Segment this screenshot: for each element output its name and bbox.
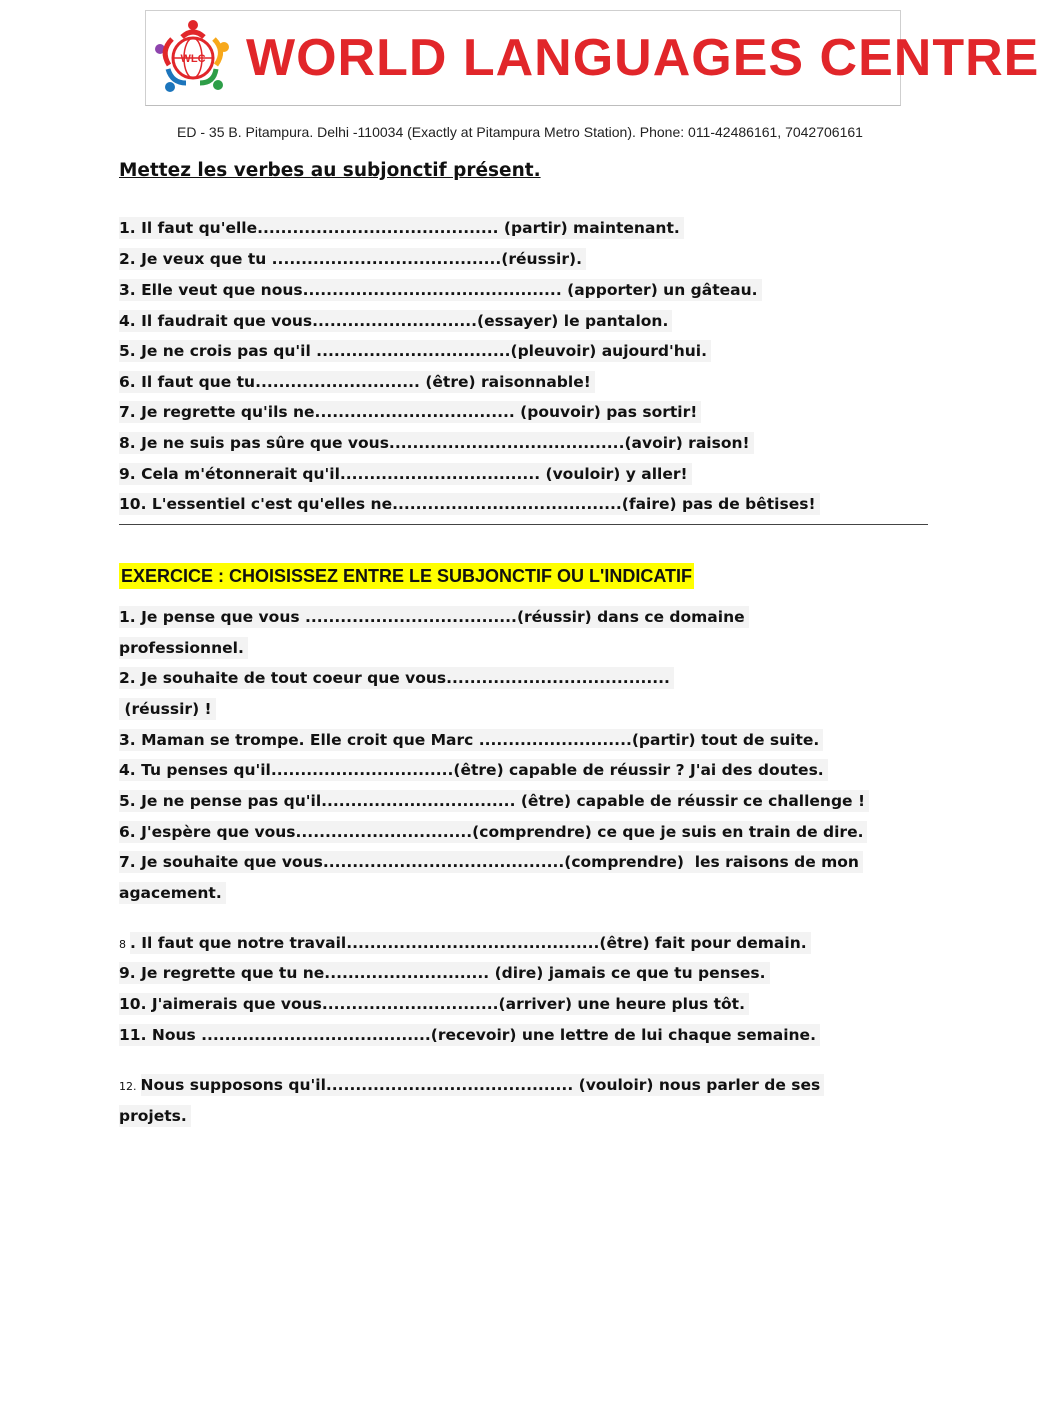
section1-title: Mettez les verbes au subjonctif présent. <box>119 160 541 181</box>
exercise-line: 2. Je souhaite de tout coeur que vous...................................... <box>119 668 674 688</box>
exercise-line: 9. Cela m'étonnerait qu'il.................................. (vouloir) y aller! <box>119 464 692 484</box>
exercise-line: agacement. <box>119 883 226 903</box>
exercise-line: (réussir) ! <box>119 699 216 719</box>
exercise-line: 7. Je souhaite que vous.........................................(comprendre) les raisons de mon <box>119 852 863 872</box>
exercise-line: 9. Je regrette que tu ne............................ (dire) jamais ce que tu penses. <box>119 963 770 983</box>
exercise-line: 8. Je ne suis pas sûre que vous........................................(avoir) raison! <box>119 433 754 453</box>
exercise-line: professionnel. <box>119 638 248 658</box>
exercise-line: 6. J'espère que vous..............................(comprendre) ce que je suis en train de dire. <box>119 822 867 842</box>
address-line: ED - 35 B. Pitampura. Delhi -110034 (Exactly at Pitampura Metro Station). Phone: 011-42486161, 7042706161 <box>177 124 863 140</box>
exercise-line: 8 . Il faut que notre travail...........................................(être) fait pour demain. <box>119 933 811 955</box>
exercise-line: 6. Il faut que tu............................ (être) raisonnable! <box>119 372 595 392</box>
exercise-line: 4. Tu penses qu'il...............................(être) capable de réussir ? J'ai des doutes. <box>119 760 828 780</box>
exercise-line: 12. Nous supposons qu'il.......................................... (vouloir) nous parler de ses <box>119 1075 824 1097</box>
header-banner <box>145 10 1040 106</box>
exercise-line: 7. Je regrette qu'ils ne.................................. (pouvoir) pas sortir! <box>119 402 701 422</box>
globe-logo-icon <box>152 17 234 99</box>
divider <box>119 524 928 525</box>
exercise-line: 5. Je ne crois pas qu'il .................................(pleuvoir) aujourd'hui. <box>119 341 711 361</box>
exercise-line: 1. Il faut qu'elle......................................... (partir) maintenant. <box>119 218 684 238</box>
exercise-line: 3. Elle veut que nous............................................ (apporter) un gâteau. <box>119 280 762 300</box>
exercise-line: 1. Je pense que vous ....................................(réussir) dans ce domaine <box>119 607 749 627</box>
exercise-line: projets. <box>119 1106 191 1126</box>
exercise-line: 10. J'aimerais que vous..............................(arriver) une heure plus tôt. <box>119 994 749 1014</box>
exercise-line: 11. Nous .......................................(recevoir) une lettre de lui chaque semaine. <box>119 1025 820 1045</box>
section2-title: EXERCICE : CHOISISSEZ ENTRE LE SUBJONCTIF OU L'INDICATIF <box>119 563 694 589</box>
logo-text: WLC <box>180 53 206 65</box>
exercise-line: 5. Je ne pense pas qu'il................................. (être) capable de réussir ce challenge ! <box>119 791 869 811</box>
exercise-line: 3. Maman se trompe. Elle croit que Marc ..........................(partir) tout de suite. <box>119 730 823 750</box>
exercise-line: 10. L'essentiel c'est qu'elles ne.......................................(faire) pas de bêtises! <box>119 494 820 514</box>
exercise-line: 4. Il faudrait que vous............................(essayer) le pantalon. <box>119 311 672 331</box>
brand-title: WORLD LANGUAGES CENTRE <box>246 29 1040 87</box>
exercise-line: 2. Je veux que tu .......................................(réussir). <box>119 249 586 269</box>
